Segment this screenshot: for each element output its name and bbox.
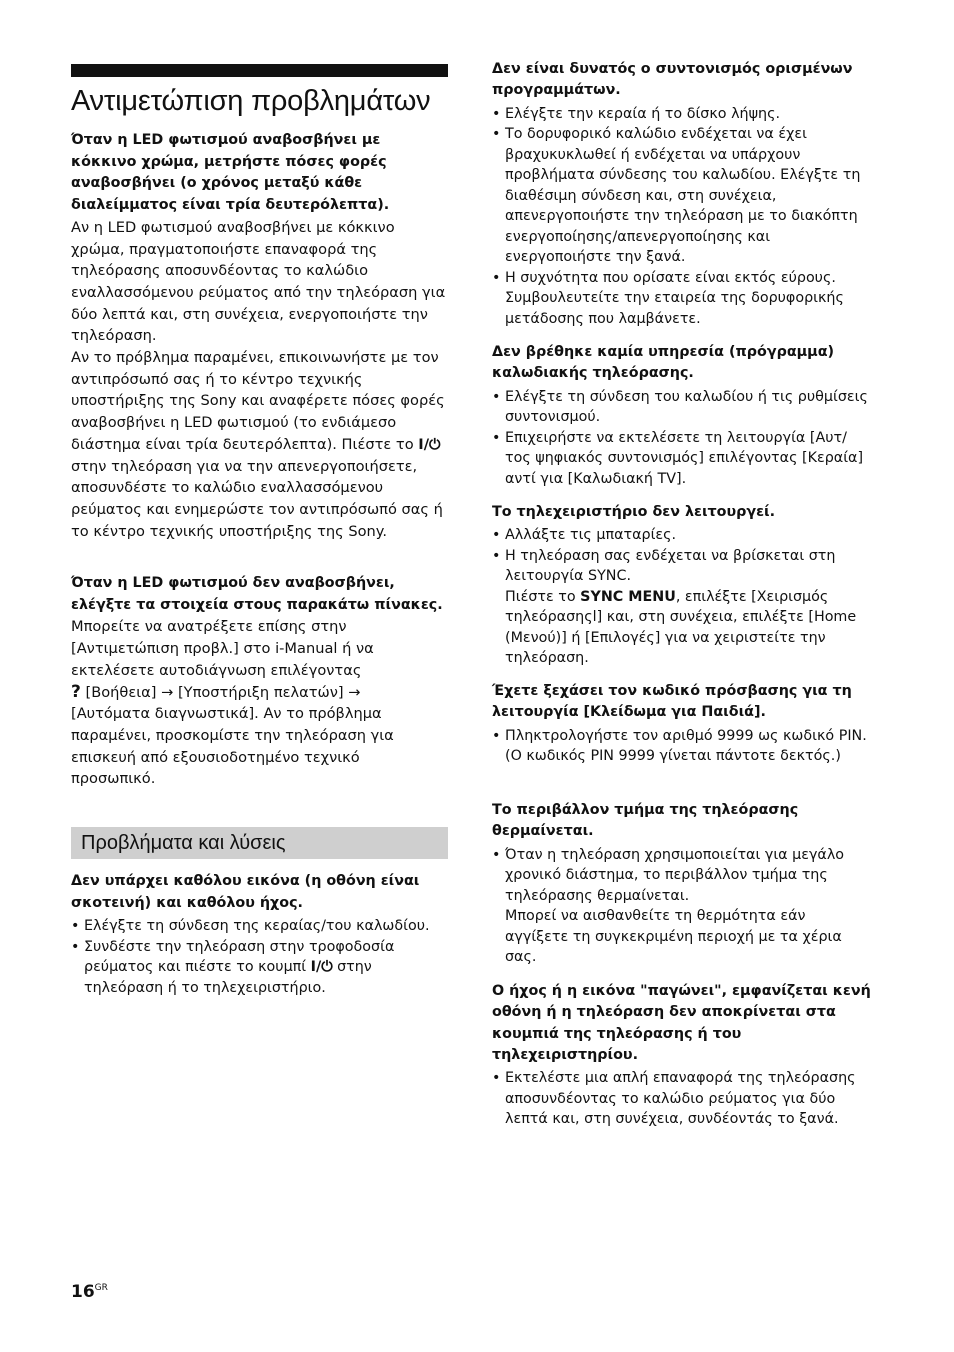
power-icon: I/⏻ — [310, 959, 333, 976]
help-icon: ? — [71, 681, 81, 702]
led-off-heading: Όταν η LED φωτισμού δεν αναβοσβήνει, ελέγξτε τα στοιχεία στους παρακάτω πίνακες. — [71, 575, 443, 613]
pin-heading: Έχετε ξεχάσει τον κωδικό πρόσβασης για τη λειτουργία [Κλείδωμα για Παιδιά]. — [492, 683, 852, 721]
tuning-section — [492, 59, 872, 329]
list-item: • Αλλάξτε τις μπαταρίες. — [492, 525, 872, 546]
list-item: • Ελέγξτε τη σύνδεση του καλωδίου ή τις ρυθμίσεις συντονισμού. — [492, 387, 872, 428]
no-picture-heading: Δεν υπάρχει καθόλου εικόνα (η οθόνη είναι σκοτεινή) και καθόλου ήχος. — [71, 873, 420, 911]
arrow-icon: → — [161, 683, 174, 701]
page-number-value: 16 — [71, 1282, 95, 1302]
list-item-text: Η τηλεόραση σας ενδέχεται να βρίσκεται στη λειτουργία SYNC. — [505, 547, 836, 585]
list-item: • Επιχειρήστε να εκτελέσετε τη λειτουργία [Αυτ/τος ψηφιακός συντονισμός] επιλέγοντας [Κεραία] αντί για [Καλωδιακή TV]. — [492, 428, 872, 490]
remote-list — [492, 525, 872, 669]
sync-text-2: , επιλέξτε [Χειρισμός τηλεόρασηςl] και, στη συνέχεια, επιλέξτε [Home (Μενού)] ή [Επιλογές] για να χειριστείτε την τηλεόραση. — [505, 588, 857, 667]
no-picture-section — [71, 871, 448, 998]
section-title: Προβλήματα και λύσεις — [81, 832, 286, 854]
list-item-text: Όταν η τηλεόραση χρησιμοποιείται για μεγάλο χρονικό διάστημα, το περιβάλλον τμήμα της τηλεόρασης θερμαίνεται. — [505, 846, 845, 904]
list-item-continuation: Μπορεί να αισθανθείτε τη θερμότητα εάν αγγίξετε τη συγκεκριμένη περιοχή με τα χέρια σας. — [505, 908, 842, 966]
freeze-list — [492, 1068, 872, 1130]
arrow-icon: → — [348, 683, 361, 701]
section-header — [71, 827, 448, 859]
sync-menu-label: SYNC MENU — [580, 588, 676, 605]
list-item: • Η συχνότητα που ορίσατε είναι εκτός εύρους. Συμβουλευτείτε την εταιρεία της δορυφορικής μετάδοσης που λαμβάνετε. — [492, 268, 872, 330]
list-item-text: Συνδέστε την τηλεόραση στην τροφοδοσία ρεύματος και πιέστε το κουμπί — [84, 938, 395, 976]
list-item: • Πληκτρολογήστε τον αριθμό 9999 ως κωδικό PIN. (Ο κωδικός PIN 9999 γίνεται πάντοτε δεκτός.) — [492, 726, 872, 767]
page-title: Αντιμετώπιση προβλημάτων — [71, 85, 431, 117]
freeze-section — [492, 981, 872, 1130]
page-number-suffix: GR — [94, 1283, 108, 1293]
led-red-heading: Όταν η LED φωτισμού αναβοσβήνει με κόκκινο χρώμα, μετρήστε πόσες φορές αναβοσβήνει (ο χρόνος μεταξύ κάθε διαλείμματος είναι τρία δευτερόλεπτα). — [71, 132, 390, 214]
list-item — [492, 845, 872, 968]
list-item — [71, 937, 448, 999]
no-picture-list — [71, 916, 448, 998]
freeze-heading: Ο ήχος ή η εικόνα "παγώνει", εμφανίζεται κενή οθόνη ή η τηλεόραση δεν αποκρίνεται στα κουμπιά της τηλεόρασης ή του τηλεχειριστηρίου. — [492, 983, 871, 1063]
list-item: • Εκτελέστε μια απλή επαναφορά της τηλεόρασης αποσυνδέοντας το καλώδιο ρεύματος για δύο λεπτά και, στη συνέχεια, συνδέοντάς το ξανά. — [492, 1068, 872, 1130]
led-red-paragraph-1: Αν η LED φωτισμού αναβοσβήνει με κόκκινο χρώμα, πραγματοποιήστε επαναφορά της τηλεόρασης αποσυνδέοντας το καλώδιο εναλλασσόμενου ρεύματος από την τηλεόραση για δύο λεπτά και, στη συνέχεια, ενεργοποιήστε την τηλεόραση. — [71, 218, 446, 345]
heat-list — [492, 845, 872, 968]
led-off-paragraph — [71, 616, 448, 790]
heat-heading: Το περιβάλλον τμήμα της τηλεόρασης θερμαίνεται. — [492, 802, 799, 840]
list-item-continuation — [505, 587, 872, 669]
tuning-list — [492, 104, 872, 330]
page-number — [71, 1282, 108, 1302]
remote-heading: Το τηλεχειριστήριο δεν λειτουργεί. — [492, 504, 776, 520]
list-item-text-cont: στην τηλεόραση ή το τηλεχειριστήριο. — [84, 959, 372, 996]
tuning-heading: Δεν είναι δυνατός ο συντονισμός ορισμένων προγραμμάτων. — [492, 61, 853, 99]
list-item: • Ελέγξτε τη σύνδεση της κεραίας/του καλωδίου. — [71, 916, 448, 937]
led-off-text-4: [Αυτόματα διαγνωστικά]. Αν το πρόβλημα παραμένει, προσκομίστε την τηλεόραση για επισκευή από εξουσιοδοτημένο τεχνικό προσωπικό. — [71, 705, 394, 788]
cable-heading: Δεν βρέθηκε καμία υπηρεσία (πρόγραμμα) καλωδιακής τηλεόρασης. — [492, 344, 835, 382]
remote-section — [492, 502, 872, 669]
power-icon: I/⏻ — [418, 435, 441, 453]
led-red-paragraph-2 — [71, 347, 448, 542]
pin-list — [492, 726, 872, 767]
header-rule — [71, 64, 448, 77]
led-red-paragraph-2-text: Αν το πρόβλημα παραμένει, επικοινωνήστε με τον αντιπρόσωπό σας ή το κέντρο τεχνικής υποστήριξης της Sony και αναφέρετε πόσες φορές αναβοσβήνει η LED φωτισμού (το ενδιάμεσο διάστημα είναι τρία δευτερόλεπτα). Πιέστε το — [71, 349, 445, 453]
cable-list — [492, 387, 872, 490]
pin-section — [492, 681, 872, 767]
cable-section — [492, 342, 872, 489]
led-red-section — [71, 130, 448, 542]
list-item: • Το δορυφορικό καλώδιο ενδέχεται να έχει βραχυκυκλωθεί ή ενδέχεται να υπάρχουν προβλήματα σύνδεσης του καλωδίου. Ελέγξτε τη διαθέσιμη σύνδεση και, στη συνέχεια, απενεργοποιήστε την τηλεόραση με το διακόπτη ενεργοποίησης/απενεργοποίησης και ενεργοποιήστε την ξανά. — [492, 124, 872, 268]
list-item — [492, 546, 872, 669]
led-off-text-1: Μπορείτε να ανατρέξετε επίσης στην [Αντιμετώπιση προβλ.] στο i-Manual ή να εκτελέσετε αυτοδιάγνωση επιλέγοντας — [71, 618, 374, 679]
sync-text-1: Πιέστε το — [505, 588, 581, 605]
led-off-text-2: [Βοήθεια] — [80, 683, 162, 701]
led-off-section — [71, 573, 448, 790]
led-off-text-3: [Υποστήριξη πελατών] — [173, 683, 349, 701]
list-item: • Ελέγξτε την κεραία ή το δίσκο λήψης. — [492, 104, 872, 125]
heat-section — [492, 800, 872, 968]
led-red-paragraph-2-text-cont: στην τηλεόραση για να την απενεργοποιήσετε, αποσυνδέστε το καλώδιο εναλλασσόμενου ρεύματος και ενημερώστε τον αντιπρόσωπό σας ή το κέντρο τεχνικής υποστήριξης της Sony. — [71, 457, 443, 540]
